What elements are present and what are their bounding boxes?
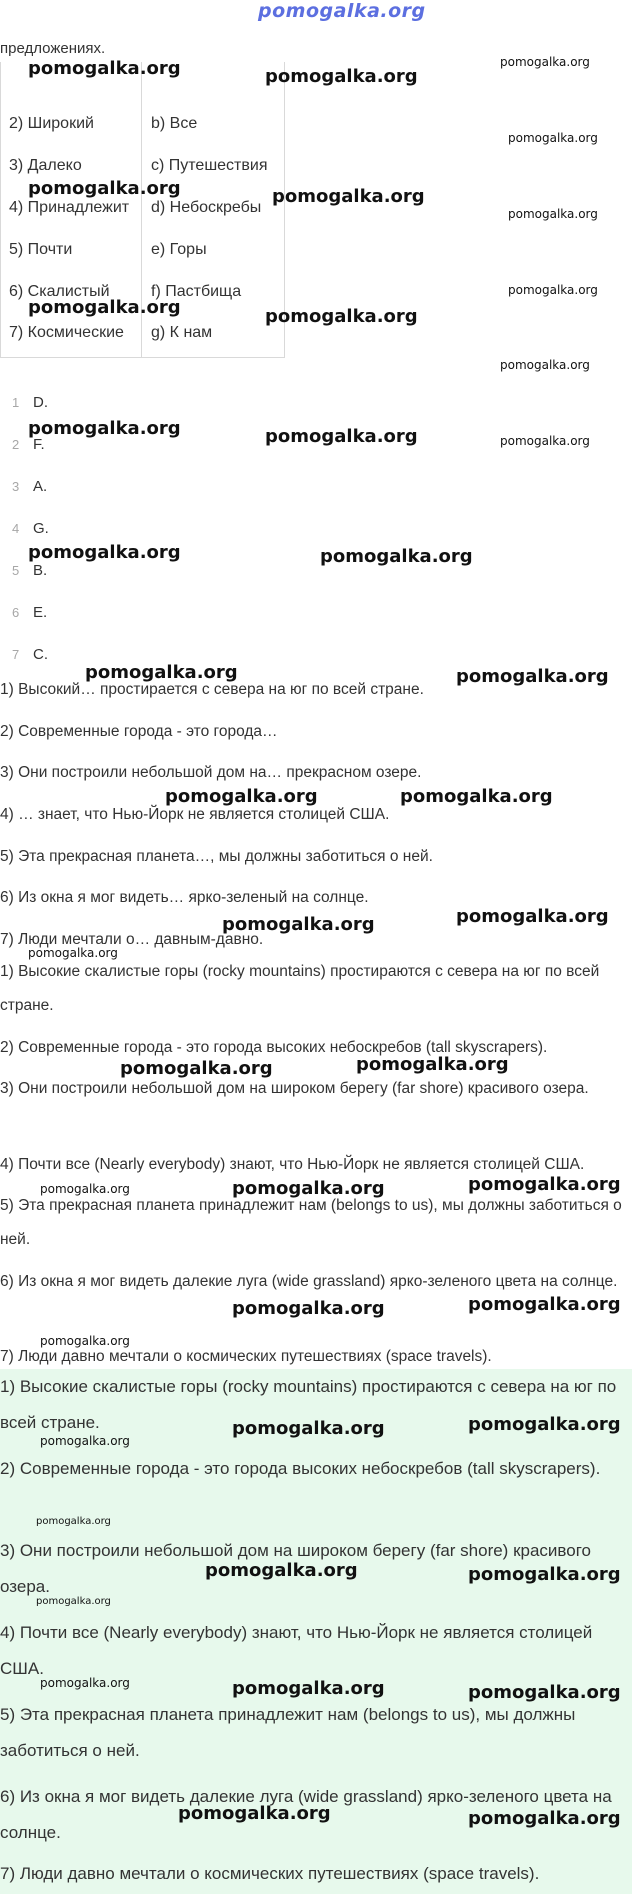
watermark: pomogalka.org xyxy=(508,207,598,221)
answer-value: G. xyxy=(33,520,49,537)
filled-sentence: 3) Они построили небольшой дом на широком берегу (far shore) красивого озера. xyxy=(0,1080,589,1097)
table-cell: e) Горы xyxy=(151,241,207,258)
watermark: pomogalka.org xyxy=(40,1434,130,1448)
watermark: pomogalka.org xyxy=(222,914,375,935)
watermark: pomogalka.org xyxy=(85,662,238,683)
intro-text: предложениях. xyxy=(0,40,106,57)
watermark: pomogalka.org xyxy=(468,1682,621,1703)
watermark: pomogalka.org xyxy=(28,946,118,960)
line-number: 3 xyxy=(12,479,20,494)
table-cell: g) К нам xyxy=(151,324,213,341)
watermark: pomogalka.org xyxy=(28,297,181,318)
gap-sentence: 7) Люди мечтали о… давным-давно. xyxy=(0,931,264,948)
answer-value: F. xyxy=(33,436,45,453)
line-number: 7 xyxy=(12,647,20,662)
highlighted-sentence: 7) Люди давно мечтали о космических путешествиях (space travels). xyxy=(0,1864,540,1883)
line-number: 6 xyxy=(12,605,20,620)
filled-sentence: 6) Из окна я мог видеть далекие луга (wide grassland) ярко-зеленого цвета на солнце. xyxy=(0,1273,618,1290)
answer-value: A. xyxy=(33,478,48,495)
watermark: pomogalka.org xyxy=(205,1560,358,1581)
filled-sentence: 7) Люди давно мечтали о космических путешествиях (space travels). xyxy=(0,1348,492,1365)
highlighted-sentence: 1) Высокие скалистые горы (rocky mountains) простираются с севера на юг по всей стране. xyxy=(0,1377,617,1432)
highlighted-sentence: 5) Эта прекрасная планета принадлежит нам (belongs to us), мы должны заботиться о ней. xyxy=(0,1705,576,1760)
filled-sentence: 1) Высокие скалистые горы (rocky mountains) простираются с севера на юг по всей стране. xyxy=(0,963,600,1014)
watermark: pomogalka.org xyxy=(40,1676,130,1690)
watermark: pomogalka.org xyxy=(468,1808,621,1829)
watermark: pomogalka.org xyxy=(28,418,181,439)
line-number: 4 xyxy=(12,521,20,536)
watermark: pomogalka.org xyxy=(320,546,473,567)
line-number: 2 xyxy=(12,437,20,452)
table-cell: f) Пастбища xyxy=(151,283,242,300)
gap-sentence: 2) Современные города - это города… xyxy=(0,723,278,740)
site-logo[interactable]: pomogalka.org xyxy=(258,0,426,22)
filled-sentence: 2) Современные города - это города высоких небоскребов (tall skyscrapers). xyxy=(0,1039,548,1056)
table-divider xyxy=(141,62,142,357)
watermark: pomogalka.org xyxy=(178,1803,331,1824)
matching-table xyxy=(0,62,285,358)
gap-sentence: 6) Из окна я мог видеть… ярко-зеленый на солнце. xyxy=(0,889,369,906)
gap-sentence: 3) Они построили небольшой дом на… прекрасном озере. xyxy=(0,764,422,781)
gap-sentence: 1) Высокий… простирается с севера на юг по всей стране. xyxy=(0,681,424,698)
highlighted-answer-block xyxy=(0,1369,632,1894)
watermark: pomogalka.org xyxy=(508,283,598,297)
gap-sentence: 5) Эта прекрасная планета…, мы должны заботиться о ней. xyxy=(0,848,433,865)
table-cell: b) Все xyxy=(151,115,198,132)
answer-value: D. xyxy=(33,394,48,411)
answer-value: E. xyxy=(33,604,48,621)
watermark: pomogalka.org xyxy=(400,786,553,807)
watermark: pomogalka.org xyxy=(265,426,418,447)
highlighted-sentence: 2) Современные города - это города высоких небоскребов (tall skyscrapers). xyxy=(0,1459,601,1478)
table-cell: d) Небоскребы xyxy=(151,199,262,216)
filled-sentence: 5) Эта прекрасная планета принадлежит нам (belongs to us), мы должны заботиться о ней. xyxy=(0,1197,622,1248)
table-cell: c) Путешествия xyxy=(151,157,268,174)
watermark: pomogalka.org xyxy=(40,1182,130,1196)
watermark: pomogalka.org xyxy=(36,1516,111,1527)
watermark: pomogalka.org xyxy=(272,186,425,207)
watermark: pomogalka.org xyxy=(40,1334,130,1348)
watermark: pomogalka.org xyxy=(508,131,598,145)
highlighted-sentence: 4) Почти все (Nearly everybody) знают, что Нью-Йорк не является столицей США. xyxy=(0,1623,593,1678)
gap-sentence: 4) … знает, что Нью-Йорк не является столицей США. xyxy=(0,806,390,823)
watermark: pomogalka.org xyxy=(468,1564,621,1585)
answer-value: B. xyxy=(33,562,48,579)
table-cell: 2) Широкий xyxy=(9,115,94,132)
watermark: pomogalka.org xyxy=(165,786,318,807)
watermark: pomogalka.org xyxy=(28,542,181,563)
watermark: pomogalka.org xyxy=(28,178,181,199)
watermark: pomogalka.org xyxy=(468,1414,621,1435)
watermark: pomogalka.org xyxy=(120,1058,273,1079)
watermark: pomogalka.org xyxy=(232,1298,385,1319)
watermark: pomogalka.org xyxy=(500,434,590,448)
filled-sentence: 4) Почти все (Nearly everybody) знают, что Нью-Йорк не является столицей США. xyxy=(0,1156,585,1173)
watermark: pomogalka.org xyxy=(500,358,590,372)
watermark: pomogalka.org xyxy=(232,1678,385,1699)
watermark: pomogalka.org xyxy=(456,906,609,927)
watermark: pomogalka.org xyxy=(356,1054,509,1075)
watermark: pomogalka.org xyxy=(265,66,418,87)
answer-value: C. xyxy=(33,646,48,663)
watermark: pomogalka.org xyxy=(232,1178,385,1199)
table-cell: 3) Далеко xyxy=(9,157,82,174)
watermark: pomogalka.org xyxy=(36,1596,111,1607)
watermark: pomogalka.org xyxy=(500,55,590,69)
line-number: 5 xyxy=(12,563,20,578)
highlighted-sentence: 3) Они построили небольшой дом на широком берегу (far shore) красивого озера. xyxy=(0,1541,591,1596)
table-cell: 7) Космические xyxy=(9,324,124,341)
table-cell: 5) Почти xyxy=(9,241,73,258)
watermark: pomogalka.org xyxy=(265,306,418,327)
watermark: pomogalka.org xyxy=(232,1418,385,1439)
watermark: pomogalka.org xyxy=(456,666,609,687)
watermark: pomogalka.org xyxy=(28,58,181,79)
table-cell: 6) Скалистый xyxy=(9,283,110,300)
table-cell: 4) Принадлежит xyxy=(9,199,130,216)
watermark: pomogalka.org xyxy=(468,1174,621,1195)
watermark: pomogalka.org xyxy=(468,1294,621,1315)
line-number: 1 xyxy=(12,395,20,410)
highlighted-sentence: 6) Из окна я мог видеть далекие луга (wide grassland) ярко-зеленого цвета на солнце. xyxy=(0,1787,612,1842)
